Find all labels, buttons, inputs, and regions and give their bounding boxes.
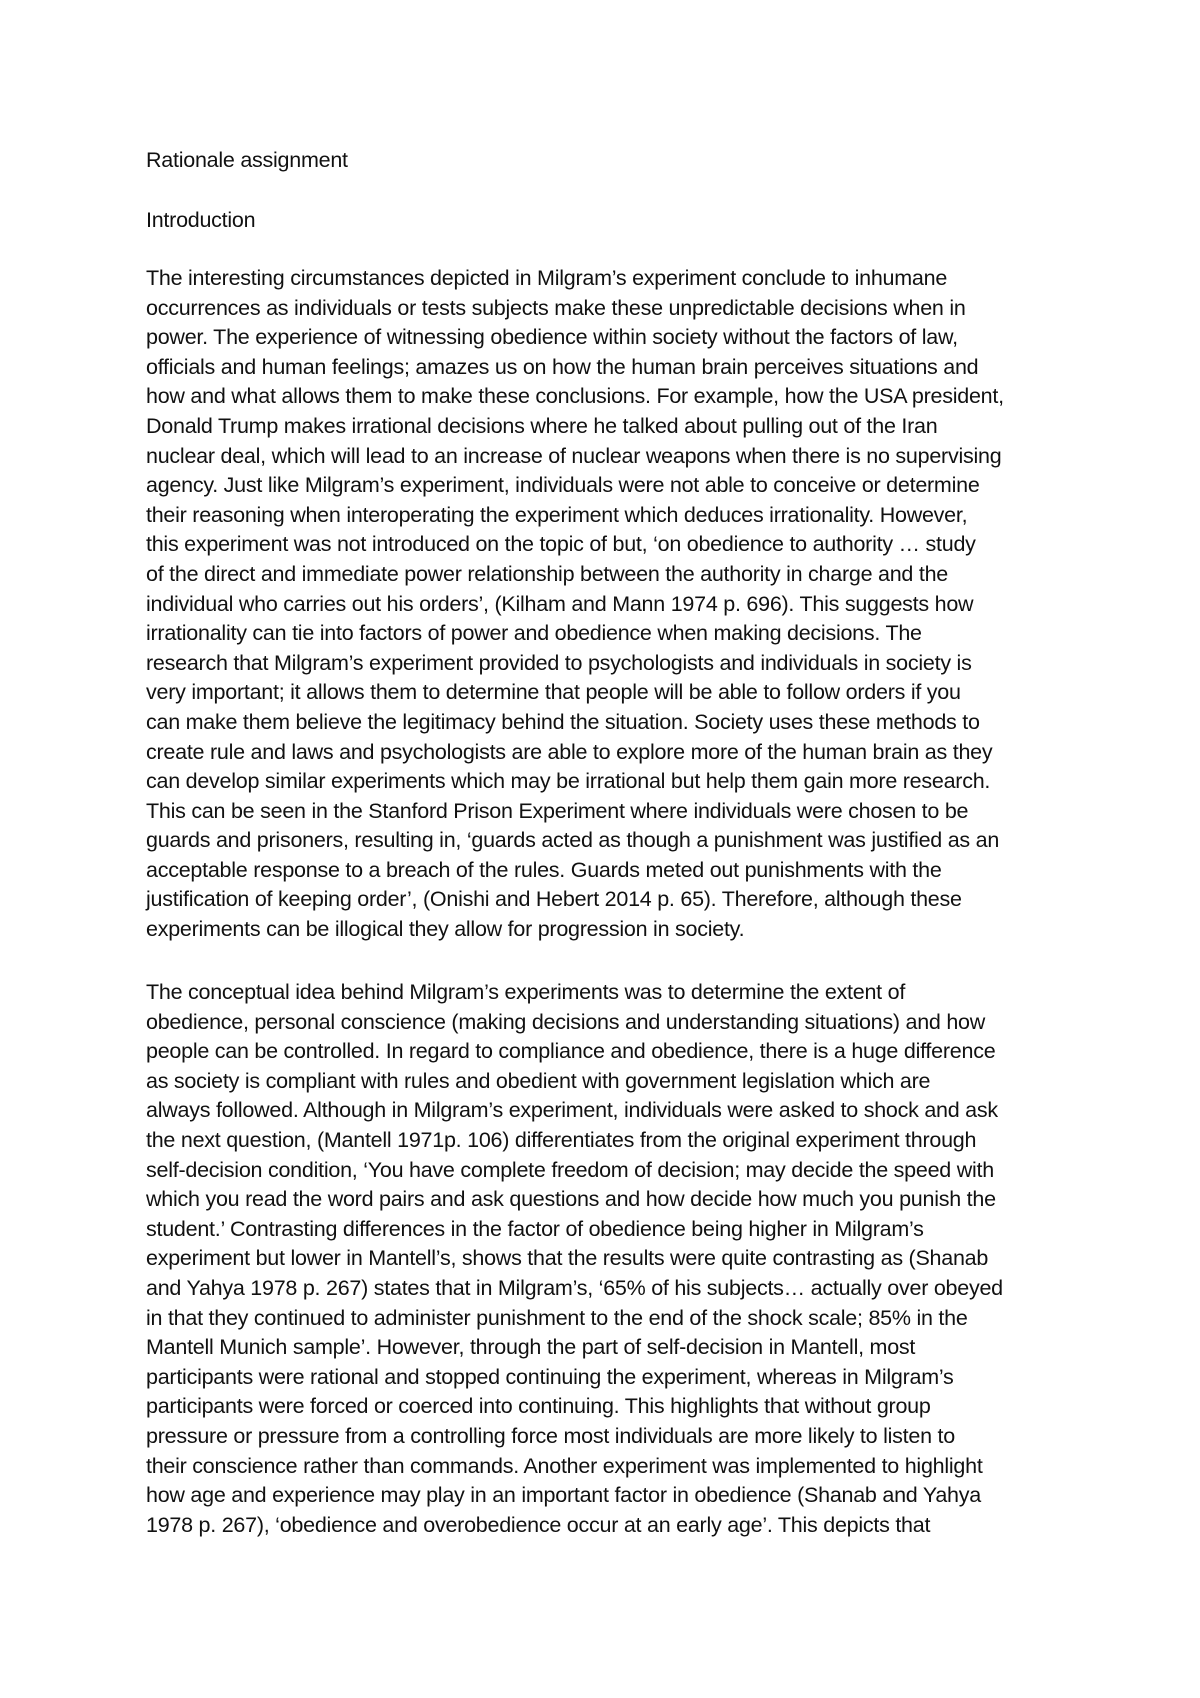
text-line: Mantell Munich sample’. However, through the part of self-decision in Mantell, most xyxy=(146,1335,916,1360)
text-line: obedience, personal conscience (making decisions and understanding situations) and how xyxy=(146,1009,986,1034)
text-line: experiments can be illogical they allow for progression in society. xyxy=(146,917,745,942)
text-line: experiment but lower in Mantell’s, shows that the results were quite contrasting as (Shanab xyxy=(146,1246,989,1271)
text-line: and Yahya 1978 p. 267) states that in Milgram’s, ‘65% of his subjects… actually over obeyed xyxy=(146,1275,1003,1300)
text-line: justification of keeping order’, (Onishi and Hebert 2014 p. 65). Therefore, although these xyxy=(146,887,962,912)
text-line: can develop similar experiments which may be irrational but help them gain more research. xyxy=(146,769,991,794)
text-line: acceptable response to a breach of the rules. Guards meted out punishments with the xyxy=(146,857,942,882)
text-line: Donald Trump makes irrational decisions where he talked about pulling out of the Iran xyxy=(146,413,938,438)
text-line: The interesting circumstances depicted in Milgram’s experiment conclude to inhumane xyxy=(146,266,948,290)
text-line: student.’ Contrasting differences in the factor of obedience being higher in Milgram’s xyxy=(146,1216,924,1241)
text-line: can make them believe the legitimacy behind the situation. Society uses these methods to xyxy=(146,709,980,734)
document-title: Rationale assignment xyxy=(146,148,348,172)
text-line: 1978 p. 267), ‘obedience and overobedience occur at an early age’. This depicts that xyxy=(146,1512,931,1537)
text-line: how and what allows them to make these conclusions. For example, how the USA president, xyxy=(146,384,1004,409)
text-line: participants were forced or coerced into continuing. This highlights that without group xyxy=(146,1394,931,1419)
text-line: which you read the word pairs and ask questions and how decide how much you punish the xyxy=(146,1187,996,1212)
section-heading: Introduction xyxy=(146,208,256,232)
text-line: in that they continued to administer punishment to the end of the shock scale; 85% in the xyxy=(146,1305,968,1330)
text-line: of the direct and immediate power relationship between the authority in charge and the xyxy=(146,561,948,586)
text-line: very important; it allows them to determine that people will be able to follow orders if you xyxy=(146,680,961,705)
text-line: their conscience rather than commands. Another experiment was implemented to highlight xyxy=(146,1453,983,1478)
text-line: as society is compliant with rules and obedient with government legislation which are xyxy=(146,1068,931,1093)
text-line: self-decision condition, ‘You have complete freedom of decision; may decide the speed with xyxy=(146,1157,994,1182)
paragraph-2 xyxy=(146,978,1076,1540)
text-line: this experiment was not introduced on the topic of but, ‘on obedience to authority … study xyxy=(146,532,976,557)
text-line: always followed. Although in Milgram’s experiment, individuals were asked to shock and ask xyxy=(146,1098,998,1123)
text-line: guards and prisoners, resulting in, ‘guards acted as though a punishment was justified as an xyxy=(146,828,1000,853)
text-line: occurrences as individuals or tests subjects make these unpredictable decisions when in xyxy=(146,295,966,320)
text-line: individual who carries out his orders’, (Kilham and Mann 1974 p. 696). This suggests how xyxy=(146,591,974,616)
text-line: how age and experience may play in an important factor in obedience (Shanab and Yahya xyxy=(146,1483,981,1508)
text-line: power. The experience of witnessing obedience within society without the factors of law, xyxy=(146,325,958,350)
text-line: agency. Just like Milgram’s experiment, individuals were not able to conceive or determine xyxy=(146,473,980,498)
text-line: nuclear deal, which will lead to an increase of nuclear weapons when there is no supervising xyxy=(146,443,1002,468)
text-line: create rule and laws and psychologists are able to explore more of the human brain as they xyxy=(146,739,993,764)
text-line: The conceptual idea behind Milgram’s experiments was to determine the extent of xyxy=(146,980,906,1004)
text-line: officials and human feelings; amazes us on how the human brain perceives situations and xyxy=(146,354,979,379)
text-line: research that Milgram’s experiment provided to psychologists and individuals in society is xyxy=(146,650,972,675)
text-line: the next question, (Mantell 1971p. 106) differentiates from the original experiment through xyxy=(146,1127,977,1152)
text-line: This can be seen in the Stanford Prison Experiment where individuals were chosen to be xyxy=(146,798,969,823)
text-line: people can be controlled. In regard to compliance and obedience, there is a huge difference xyxy=(146,1039,996,1064)
text-line: participants were rational and stopped continuing the experiment, whereas in Milgram’s xyxy=(146,1364,954,1389)
paragraph-1 xyxy=(146,264,1076,945)
text-line: irrationality can tie into factors of power and obedience when making decisions. The xyxy=(146,621,922,646)
text-line: pressure or pressure from a controlling force most individuals are more likely to listen to xyxy=(146,1423,955,1448)
text-line: their reasoning when interoperating the experiment which deduces irrationality. However, xyxy=(146,502,968,527)
